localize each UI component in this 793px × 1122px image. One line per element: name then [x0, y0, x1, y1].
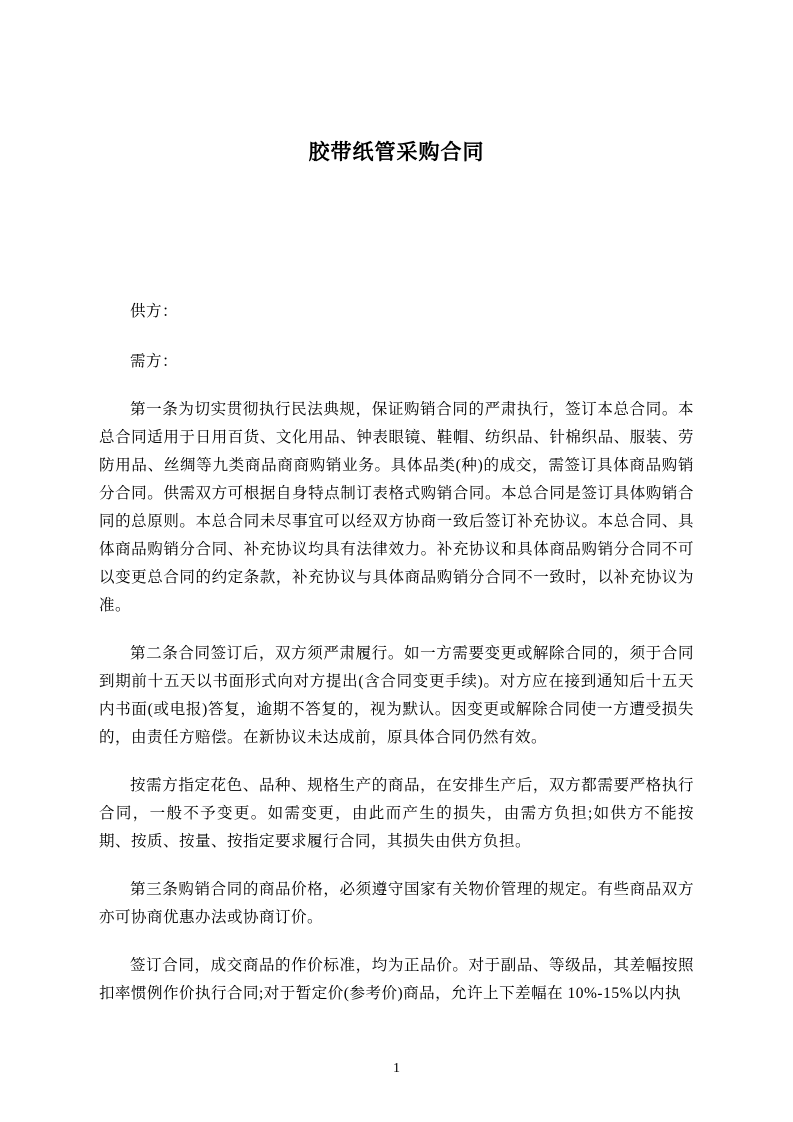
contract-paragraph-4: 第三条购销合同的商品价格，必须遵守国家有关物价管理的规定。有些商品双方亦可协商优惠办法或协商订价。 [99, 881, 694, 926]
contract-paragraph-3: 按需方指定花色、品种、规格生产的商品，在安排生产后，双方都需要严格执行合同，一般不予变更。如需变更，由此而产生的损失，由需方负担;如供方不能按期、按质、按量、按指定要求履行合同，其损失由供方负担。 [99, 777, 694, 850]
document-title: 胶带纸管采购合同 [308, 141, 485, 164]
buyer-label: 需方： [130, 353, 179, 370]
contract-paragraph-1: 第一条为切实贯彻执行民法典规，保证购销合同的严肃执行，签订本总合同。本总合同适用于日用百货、文化用品、钟表眼镜、鞋帽、纺织品、针棉织品、服装、劳防用品、丝绸等九类商品商商购销业务。具体品类(种)的成交，需签订具体商品购销分合同。供需双方可根据自身特点制订表格式购销合同。本总合同是签订具体购销合同的总原则。本总合同未尽事宜可以经双方协商一致后签订补充协议。本总合同、具体商品购销分合同、补充协议均具有法律效力。补充协议和具体商品购销分合同不可以变更总合同的约定条款，补充协议与具体商品购销分合同不一致时，以补充协议为准。 [99, 401, 694, 614]
supplier-label: 供方： [130, 303, 179, 320]
page-number: 1 [393, 1061, 400, 1076]
contract-paragraph-2: 第二条合同签订后，双方须严肃履行。如一方需要变更或解除合同的，须于合同到期前十五天以书面形式向对方提出(含合同变更手续)。对方应在接到通知后十五天内书面(或电报)答复，逾期不答复的，视为默认。因变更或解除合同使一方遭受损失的，由责任方赔偿。在新协议未达成前，原具体合同仍然有效。 [99, 645, 694, 746]
contract-paragraph-5: 签订合同，成交商品的作价标准，均为正品价。对于副品、等级品，其差幅按照扣率惯例作价执行合同;对于暂定价(参考价)商品，允许上下差幅在 10%-15%以内执 [99, 957, 694, 1002]
